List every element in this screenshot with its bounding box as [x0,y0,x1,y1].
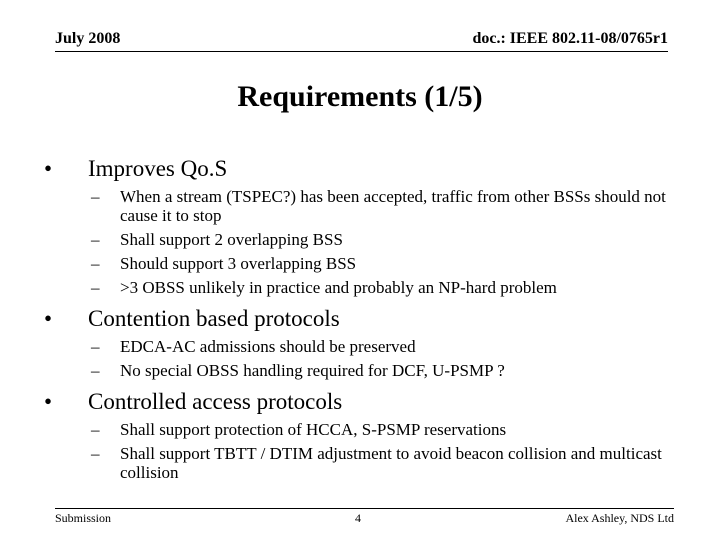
sub-bullet-list [33,420,683,482]
bullet-heading [33,388,683,416]
dash-icon: – [91,444,100,463]
sub-bullet-text: No special OBSS handling required for DCF, U-PSMP ? [120,361,505,380]
header-doc-id: doc.: IEEE 802.11-08/0765r1 [472,30,668,47]
sub-bullet-text: EDCA-AC admissions should be preserved [120,337,416,356]
slide-title: Requirements (1/5) [237,80,483,113]
dash-icon: – [91,420,100,439]
sub-bullet [33,230,683,249]
sub-bullet [33,254,683,273]
sub-bullet [33,361,683,380]
dash-icon: – [91,361,100,380]
sub-bullet [33,278,683,297]
sub-bullet-list [33,187,683,297]
sub-bullet [33,187,683,225]
bullet-heading-text: Improves Qo.S [88,156,228,181]
bullet-heading [33,305,683,333]
sub-bullet [33,444,683,482]
sub-bullet-text: Shall support 2 overlapping BSS [120,230,343,249]
bullet-dot-icon: • [43,156,53,181]
sub-bullet-text: When a stream (TSPEC?) has been accepted, traffic from other BSSs should not cause it to stop [120,187,666,225]
bullet-heading-text: Controlled access protocols [88,389,343,414]
dash-icon: – [91,337,100,356]
section-controlled-access [33,388,683,482]
header-date: July 2008 [55,30,121,47]
footer-submission: Submission [55,511,112,525]
footer-page-number: 4 [355,511,361,525]
section-contention [33,305,683,380]
dash-icon: – [91,230,100,249]
dash-icon: – [91,254,100,273]
bullet-heading [33,155,683,183]
sub-bullet-text: Shall support TBTT / DTIM adjustment to avoid beacon collision and multicast collision [120,444,662,482]
dash-icon: – [91,278,100,297]
bullet-dot-icon: • [43,306,53,331]
footer-divider [55,508,674,509]
sub-bullet-text: >3 OBSS unlikely in practice and probably an NP-hard problem [120,278,557,297]
sub-bullet [33,420,683,439]
sub-bullet-list [33,337,683,380]
sub-bullet-text: Shall support protection of HCCA, S-PSMP reservations [120,420,507,439]
sub-bullet [33,337,683,356]
dash-icon: – [91,187,100,206]
bullet-heading-text: Contention based protocols [88,306,340,331]
slide-body [33,155,683,487]
sub-bullet-text: Should support 3 overlapping BSS [120,254,357,273]
footer-author: Alex Ashley, NDS Ltd [565,511,674,525]
bullet-dot-icon: • [43,389,53,414]
section-qos [33,155,683,297]
header-divider [55,51,668,52]
